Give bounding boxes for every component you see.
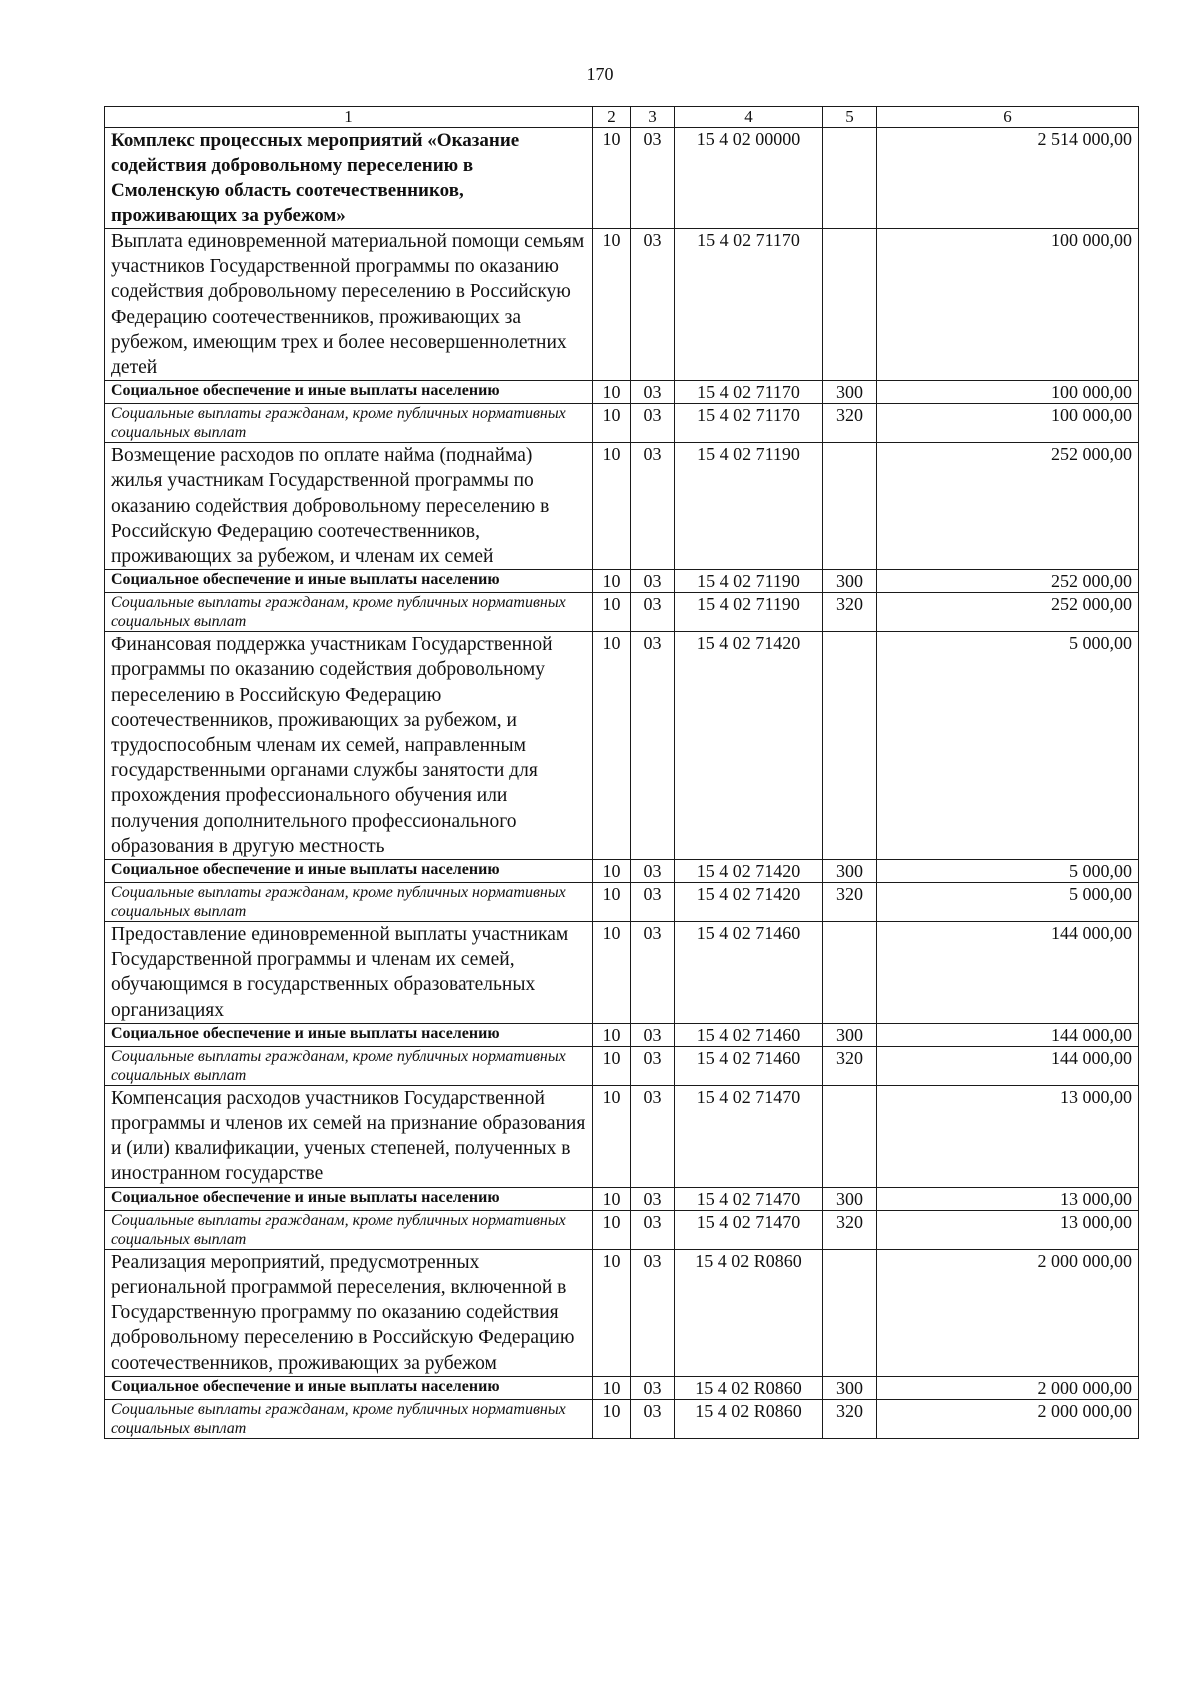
header-col-3: 3 (631, 107, 675, 128)
subsection-code-cell: 03 (631, 381, 675, 404)
row-name-cell: Социальные выплаты гражданам, кроме публичных нормативных социальных выплат (105, 883, 593, 922)
amount-cell: 13 000,00 (877, 1187, 1139, 1210)
header-col-5: 5 (823, 107, 877, 128)
expense-type-cell (823, 128, 877, 229)
row-name-cell: Реализация мероприятий, предусмотренных региональной программой переселения, включенной в Государственную программу по оказанию содействия добровольному переселению в Российскую Федерацию соотечественников, проживающих за рубежом (105, 1249, 593, 1376)
row-name-cell: Социальное обеспечение и иные выплаты населению (105, 1187, 593, 1210)
table-row (105, 1249, 1139, 1376)
target-article-cell: 15 4 02 71190 (675, 593, 823, 632)
subsection-code-cell: 03 (631, 1210, 675, 1249)
subsection-code-cell: 03 (631, 229, 675, 381)
row-name-cell: Комплекс процессных мероприятий «Оказание содействия добровольному переселению в Смоленскую область соотечественников, проживающих за рубежом» (105, 128, 593, 229)
row-name-cell: Социальное обеспечение и иные выплаты населению (105, 860, 593, 883)
table-row (105, 1210, 1139, 1249)
target-article-cell: 15 4 02 71420 (675, 632, 823, 860)
section-code-cell: 10 (593, 1187, 631, 1210)
row-name-cell: Социальные выплаты гражданам, кроме публичных нормативных социальных выплат (105, 593, 593, 632)
table-row (105, 860, 1139, 883)
expense-type-cell: 320 (823, 1046, 877, 1085)
row-name-cell: Социальное обеспечение и иные выплаты населению (105, 1376, 593, 1399)
amount-cell: 2 000 000,00 (877, 1249, 1139, 1376)
subsection-code-cell: 03 (631, 1187, 675, 1210)
row-name-cell: Предоставление единовременной выплаты участникам Государственной программы и членам их семей, обучающимся в государственных образовательных организациях (105, 922, 593, 1024)
row-name-cell: Выплата единовременной материальной помощи семьям участников Государственной программы по оказанию содействия добровольному переселению в Российскую Федерацию соотечественников, проживающих за рубежом, имеющим трех и более несовершеннолетних детей (105, 229, 593, 381)
row-name-cell: Социальные выплаты гражданам, кроме публичных нормативных социальных выплат (105, 1210, 593, 1249)
expense-type-cell: 320 (823, 404, 877, 443)
amount-cell: 252 000,00 (877, 593, 1139, 632)
subsection-code-cell: 03 (631, 922, 675, 1024)
row-name-cell: Социальные выплаты гражданам, кроме публичных нормативных социальных выплат (105, 404, 593, 443)
amount-cell: 252 000,00 (877, 443, 1139, 570)
target-article-cell: 15 4 02 71170 (675, 381, 823, 404)
target-article-cell: 15 4 02 71170 (675, 229, 823, 381)
section-code-cell: 10 (593, 381, 631, 404)
header-col-6: 6 (877, 107, 1139, 128)
target-article-cell: 15 4 02 71460 (675, 922, 823, 1024)
table-header-row (105, 107, 1139, 128)
table-row (105, 404, 1139, 443)
subsection-code-cell: 03 (631, 593, 675, 632)
expense-type-cell (823, 229, 877, 381)
section-code-cell: 10 (593, 1085, 631, 1187)
row-name-cell: Социальные выплаты гражданам, кроме публичных нормативных социальных выплат (105, 1046, 593, 1085)
section-code-cell: 10 (593, 632, 631, 860)
subsection-code-cell: 03 (631, 404, 675, 443)
budget-table (104, 106, 1139, 1439)
section-code-cell: 10 (593, 1210, 631, 1249)
header-col-2: 2 (593, 107, 631, 128)
target-article-cell: 15 4 02 71170 (675, 404, 823, 443)
amount-cell: 5 000,00 (877, 883, 1139, 922)
subsection-code-cell: 03 (631, 860, 675, 883)
section-code-cell: 10 (593, 883, 631, 922)
amount-cell: 100 000,00 (877, 381, 1139, 404)
section-code-cell: 10 (593, 404, 631, 443)
subsection-code-cell: 03 (631, 1399, 675, 1438)
target-article-cell: 15 4 02 R0860 (675, 1376, 823, 1399)
header-col-1: 1 (105, 107, 593, 128)
amount-cell: 2 514 000,00 (877, 128, 1139, 229)
table-row (105, 128, 1139, 229)
section-code-cell: 10 (593, 570, 631, 593)
amount-cell: 100 000,00 (877, 229, 1139, 381)
amount-cell: 100 000,00 (877, 404, 1139, 443)
row-name-cell: Социальное обеспечение и иные выплаты населению (105, 570, 593, 593)
amount-cell: 252 000,00 (877, 570, 1139, 593)
expense-type-cell: 320 (823, 883, 877, 922)
expense-type-cell: 300 (823, 1023, 877, 1046)
table-row (105, 1376, 1139, 1399)
amount-cell: 13 000,00 (877, 1085, 1139, 1187)
table-row (105, 1085, 1139, 1187)
section-code-cell: 10 (593, 1023, 631, 1046)
expense-type-cell: 320 (823, 1399, 877, 1438)
table-row (105, 443, 1139, 570)
expense-type-cell (823, 922, 877, 1024)
amount-cell: 2 000 000,00 (877, 1376, 1139, 1399)
subsection-code-cell: 03 (631, 1085, 675, 1187)
table-row (105, 1399, 1139, 1438)
expense-type-cell (823, 443, 877, 570)
subsection-code-cell: 03 (631, 1023, 675, 1046)
section-code-cell: 10 (593, 922, 631, 1024)
page-number: 170 (586, 64, 614, 84)
section-code-cell: 10 (593, 1249, 631, 1376)
table-row (105, 229, 1139, 381)
section-code-cell: 10 (593, 229, 631, 381)
amount-cell: 144 000,00 (877, 1046, 1139, 1085)
table-body (105, 107, 1139, 1439)
table-row (105, 381, 1139, 404)
expense-type-cell: 300 (823, 381, 877, 404)
subsection-code-cell: 03 (631, 128, 675, 229)
expense-type-cell: 320 (823, 1210, 877, 1249)
section-code-cell: 10 (593, 1399, 631, 1438)
expense-type-cell: 300 (823, 1187, 877, 1210)
header-col-4: 4 (675, 107, 823, 128)
row-name-cell: Финансовая поддержка участникам Государственной программы по оказанию содействия добровольному переселению в Российскую Федерацию соотечественников, проживающих за рубежом, и трудоспособным членам их семей, направленным государственными органами службы занятости для прохождения профессионального обучения или получения дополнительного профессионального образования в другую местность (105, 632, 593, 860)
target-article-cell: 15 4 02 R0860 (675, 1249, 823, 1376)
section-code-cell: 10 (593, 128, 631, 229)
row-name-cell: Социальное обеспечение и иные выплаты населению (105, 1023, 593, 1046)
expense-type-cell: 300 (823, 1376, 877, 1399)
row-name-cell: Социальные выплаты гражданам, кроме публичных нормативных социальных выплат (105, 1399, 593, 1438)
table-row (105, 1046, 1139, 1085)
table-row (105, 593, 1139, 632)
target-article-cell: 15 4 02 71470 (675, 1085, 823, 1187)
section-code-cell: 10 (593, 1376, 631, 1399)
table-row (105, 570, 1139, 593)
expense-type-cell (823, 1085, 877, 1187)
subsection-code-cell: 03 (631, 883, 675, 922)
subsection-code-cell: 03 (631, 632, 675, 860)
subsection-code-cell: 03 (631, 1046, 675, 1085)
amount-cell: 5 000,00 (877, 632, 1139, 860)
subsection-code-cell: 03 (631, 443, 675, 570)
section-code-cell: 10 (593, 593, 631, 632)
expense-type-cell: 300 (823, 860, 877, 883)
target-article-cell: 15 4 02 71470 (675, 1210, 823, 1249)
table-row (105, 1023, 1139, 1046)
expense-type-cell (823, 1249, 877, 1376)
section-code-cell: 10 (593, 860, 631, 883)
row-name-cell: Компенсация расходов участников Государственной программы и членов их семей на признание образования и (или) квалификации, ученых степеней, полученных в иностранном государстве (105, 1085, 593, 1187)
expense-type-cell: 300 (823, 570, 877, 593)
row-name-cell: Возмещение расходов по оплате найма (поднайма) жилья участникам Государственной программы по оказанию содействия добровольному переселению в Российскую Федерацию соотечественников, проживающих за рубежом, и членам их семей (105, 443, 593, 570)
amount-cell: 5 000,00 (877, 860, 1139, 883)
expense-type-cell (823, 632, 877, 860)
target-article-cell: 15 4 02 71190 (675, 443, 823, 570)
target-article-cell: 15 4 02 00000 (675, 128, 823, 229)
target-article-cell: 15 4 02 71190 (675, 570, 823, 593)
target-article-cell: 15 4 02 71470 (675, 1187, 823, 1210)
table-row (105, 632, 1139, 860)
target-article-cell: 15 4 02 R0860 (675, 1399, 823, 1438)
amount-cell: 144 000,00 (877, 922, 1139, 1024)
expense-type-cell: 320 (823, 593, 877, 632)
subsection-code-cell: 03 (631, 1376, 675, 1399)
target-article-cell: 15 4 02 71420 (675, 883, 823, 922)
table-row (105, 1187, 1139, 1210)
target-article-cell: 15 4 02 71460 (675, 1046, 823, 1085)
amount-cell: 2 000 000,00 (877, 1399, 1139, 1438)
amount-cell: 13 000,00 (877, 1210, 1139, 1249)
target-article-cell: 15 4 02 71460 (675, 1023, 823, 1046)
subsection-code-cell: 03 (631, 1249, 675, 1376)
subsection-code-cell: 03 (631, 570, 675, 593)
section-code-cell: 10 (593, 1046, 631, 1085)
amount-cell: 144 000,00 (877, 1023, 1139, 1046)
table-row (105, 883, 1139, 922)
target-article-cell: 15 4 02 71420 (675, 860, 823, 883)
row-name-cell: Социальное обеспечение и иные выплаты населению (105, 381, 593, 404)
table-row (105, 922, 1139, 1024)
section-code-cell: 10 (593, 443, 631, 570)
